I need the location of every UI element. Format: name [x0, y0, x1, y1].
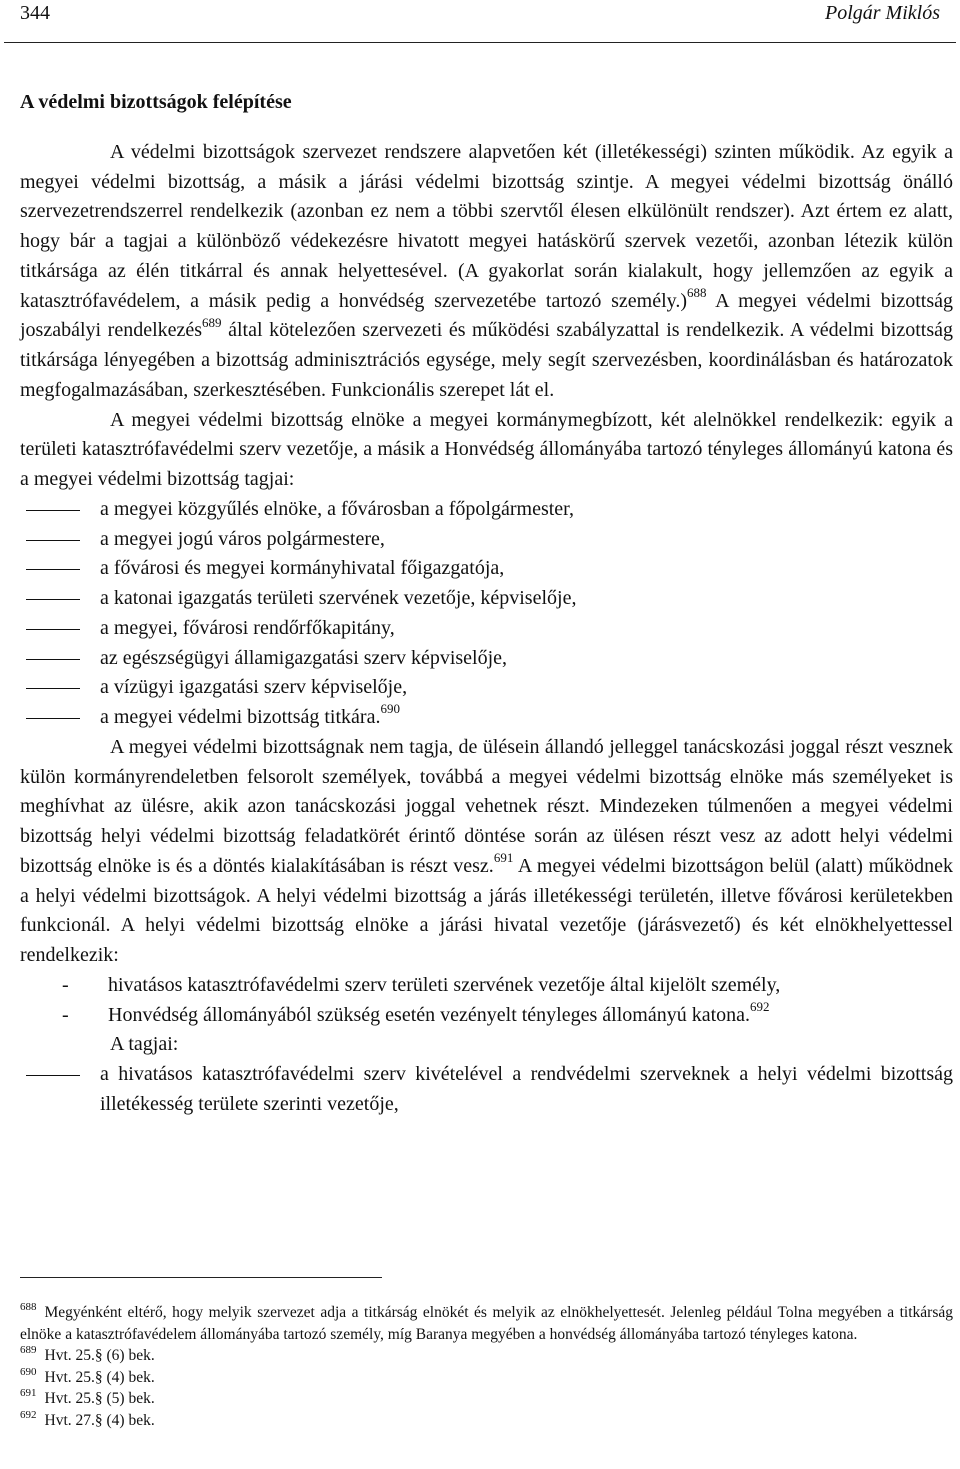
footnote-text: Hvt. 25.§ (4) bek.: [44, 1368, 155, 1386]
deputies-list: [20, 971, 953, 1031]
list-item-text: hivatásos katasztrófavédelmi szerv területi szervének vezetője által kijelölt személy,: [108, 973, 781, 996]
section-heading: A védelmi bizottságok felépítése: [20, 91, 292, 113]
paragraph-1-text-b: A megyei védelmi bizottság joszabályi rendelkezés: [20, 289, 953, 342]
footnote-number: 689: [20, 1344, 37, 1357]
footnote-689: [20, 1345, 953, 1367]
list-item: a katonai igazgatás területi szervének vezetője, képviselője,: [20, 584, 953, 614]
running-header: [20, 0, 940, 28]
paragraph-1-text-c: által kötelezően szervezeti és működési szabályzattal is rendelkezik. A védelmi bizottság titkársága lényegében a bizottság adminisztrációs egysége, mely segít szervezésben, koordinálásban és határozatok megfogalmazásában, szerkesztésében. Funkcionális szerepet lát el.: [20, 319, 953, 401]
footnote-692: [20, 1410, 953, 1432]
paragraph-1-text-a: A védelmi bizottságok szervezet rendszere alapvetően két (illetékességi) szinten működik. Az egyik a megyei védelmi bizottság, a másik a járási védelmi bizottság szintje. A megyei védelmi bizottság önálló szervezetrendszerrel rendelkezik (azonban ez nem a többi szervtől élesen elkülönült rendszer). Azt értem ez alatt, hogy bár a tagjai a különböző védekezésre hivatott megyei hatáskörű szervek vezetői, azonban létezik külön titkársága az élén titkárral és annak helyettesével. (A gyakorlat során kialakult, hogy jellemzően az egyik a katasztrófavédelem, a másik pedig a honvédség szervezetébe tartozó személy.): [20, 140, 953, 312]
list-item: a megyei közgyűlés elnöke, a fővárosban a főpolgármester,: [20, 495, 953, 525]
main-text: [20, 88, 953, 1120]
list-item: [20, 971, 953, 1001]
footnote-ref-691[interactable]: 691: [493, 850, 514, 866]
footnote-separator: [20, 1277, 382, 1278]
local-members-list: [20, 1060, 953, 1120]
list-marker: -: [62, 1003, 69, 1026]
list-item: a megyei jogú város polgármestere,: [20, 525, 953, 555]
footnote-number: 691: [20, 1387, 37, 1400]
footnote-691: [20, 1388, 953, 1410]
footnote-text: Hvt. 27.§ (4) bek.: [44, 1411, 155, 1429]
list-item-text: a megyei védelmi bizottság titkára.: [100, 706, 381, 728]
list-marker: -: [62, 973, 69, 996]
list-item: a vízügyi igazgatási szerv képviselője,: [20, 673, 953, 703]
list-item: a fővárosi és megyei kormányhivatal főigazgatója,: [20, 554, 953, 584]
paragraph-1: [20, 138, 953, 406]
footnote-number: 690: [20, 1365, 37, 1378]
paragraph-3-text-b: A megyei védelmi bizottságon belül (alatt) működnek a helyi védelmi bizottságok. A helyi védelmi bizottság a járás illetékességi területén, illetve fővárosi kerületekben funkcionál. A helyi védelmi bizottság elnöke a járási hivatal vezetője (járásvezető) és két elnökhelyettessel rendelkezik:: [20, 854, 954, 966]
footnote-text: Hvt. 25.§ (6) bek.: [44, 1347, 155, 1365]
members-intro: A tagjai:: [110, 1033, 179, 1056]
list-item-text: Honvédség állományából szükség esetén vezényelt tényleges állományú katona.: [108, 1003, 751, 1026]
footnote-690: [20, 1367, 953, 1389]
list-item: az egészségügyi államigazgatási szerv képviselője,: [20, 644, 953, 674]
list-item: a hivatásos katasztrófavédelmi szerv kivételével a rendvédelmi szerveknek a helyi védelmi bizottság illetékesség területe szerinti vezetője,: [20, 1060, 953, 1120]
footnote-number: 688: [20, 1300, 37, 1313]
header-rule: [4, 42, 956, 43]
footnote-ref-690[interactable]: 690: [380, 701, 400, 717]
footnote-text: Hvt. 25.§ (5) bek.: [44, 1390, 155, 1408]
list-item: a megyei, fővárosi rendőrfőkapitány,: [20, 614, 953, 644]
list-item: [20, 703, 953, 733]
footnote-text: Megyénként eltérő, hogy melyik szervezet adja a titkárság elnökét és melyik az elnökhelyettesét. Jelenleg például Tolna megyében a titkárság elnöke a katasztrófavédelem állományába tartozó személy, míg Baranya megyében a honvédség állományába tartozó tényleges katona.: [20, 1304, 953, 1343]
footnote-ref-688[interactable]: 688: [687, 284, 707, 300]
list-item: [20, 998, 953, 1031]
footnotes: [20, 1302, 953, 1432]
paragraph-2: A megyei védelmi bizottság elnöke a megyei kormánymegbízott, két alelnökkel rendelkezik: egyik a területi katasztrófavédelmi szerv vezetője, a másik a Honvédség állományába tartozó tényleges állományú katona és a megyei védelmi bizottság tagjai:: [20, 408, 953, 490]
footnote-688: [20, 1302, 953, 1345]
county-members-list: [20, 495, 953, 733]
paragraph-3: [20, 733, 953, 971]
footnote-number: 692: [20, 1408, 37, 1421]
footnote-ref-692[interactable]: 692: [750, 998, 770, 1014]
running-head-author: Polgár Miklós: [825, 2, 940, 24]
paragraph-3-text-a: A megyei védelmi bizottságnak nem tagja, de ülésein állandó jelleggel tanácskozási joggal részt vesznek külön kormányrendeletben felsorolt személyek, továbbá a megyei védelmi bizottság elnöke más személyeket is meghívhat az ülésre, akik azon tanácskozási joggal vehetnek részt. Mindezeken túlmenően a megyei védelmi bizottság helyi védelmi bizottság feladatkörét érintő döntése során az ülésen részt vesz az adott helyi védelmi bizottság elnöke is és a döntés kialakításában is részt vesz.: [20, 735, 953, 877]
page-number: 344: [20, 2, 50, 24]
footnote-ref-689[interactable]: 689: [202, 314, 222, 330]
